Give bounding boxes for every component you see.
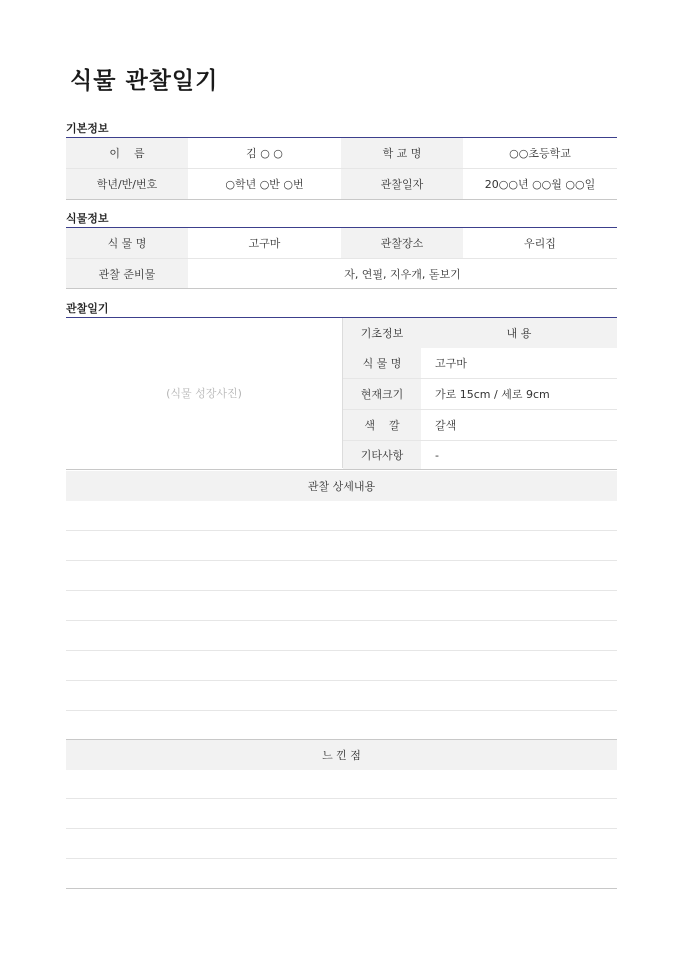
writing-line <box>66 710 617 711</box>
writing-line <box>66 828 617 829</box>
writing-line <box>66 858 617 859</box>
info-row-value[interactable]: 가로 15cm / 세로 9cm <box>435 388 550 401</box>
page-title: 식물 관찰일기 <box>70 68 219 94</box>
info-row-value[interactable]: 고구마 <box>435 357 467 370</box>
info-header-key: 기초정보 <box>343 318 421 348</box>
photo-placeholder[interactable]: (식물 성장사진) <box>166 387 242 400</box>
place-value[interactable]: 우리집 <box>524 237 556 250</box>
place-label: 관찰장소 <box>341 228 463 258</box>
tools-label: 관찰 준비물 <box>66 259 188 288</box>
writing-line <box>66 620 617 621</box>
date-label: 관찰일자 <box>341 169 463 199</box>
table-bottom-rule <box>66 288 617 289</box>
section-title-diary: 관찰일기 <box>66 302 109 315</box>
school-value[interactable]: ○○초등학교 <box>509 147 571 160</box>
info-row-key: 기타사항 <box>343 441 421 469</box>
section-title-plant-info: 식물정보 <box>66 212 109 225</box>
table-bottom-rule <box>66 469 617 470</box>
table-bottom-rule <box>66 888 617 889</box>
writing-line <box>66 590 617 591</box>
writing-line <box>66 680 617 681</box>
name-label: 이 름 <box>66 138 188 168</box>
info-row-value[interactable]: - <box>435 448 439 462</box>
plant-name-label: 식 물 명 <box>66 228 188 258</box>
tools-value[interactable]: 자, 연필, 지우개, 돋보기 <box>344 267 461 281</box>
section-title-basic-info: 기본정보 <box>66 122 109 135</box>
info-header-value: 내 용 <box>421 318 617 348</box>
detail-heading: 관찰 상세내용 <box>66 471 617 501</box>
feelings-heading: 느 낀 점 <box>66 740 617 770</box>
school-label: 학 교 명 <box>341 138 463 168</box>
date-value[interactable]: 20○○년 ○○월 ○○일 <box>484 178 596 191</box>
info-row-key: 현재크기 <box>343 379 421 409</box>
writing-line <box>66 650 617 651</box>
plant-name-value[interactable]: 고구마 <box>248 237 281 250</box>
writing-line <box>66 798 617 799</box>
writing-line <box>66 560 617 561</box>
grade-label: 학년/반/번호 <box>66 169 188 199</box>
info-row-value[interactable]: 갈색 <box>435 419 457 432</box>
info-row-key: 식 물 명 <box>343 348 421 378</box>
grade-value[interactable]: ○학년 ○반 ○번 <box>225 178 304 191</box>
table-bottom-rule <box>66 199 617 200</box>
writing-line <box>66 530 617 531</box>
name-value[interactable]: 김 ○ ○ <box>246 147 283 160</box>
info-row-key: 색 깔 <box>343 410 421 440</box>
